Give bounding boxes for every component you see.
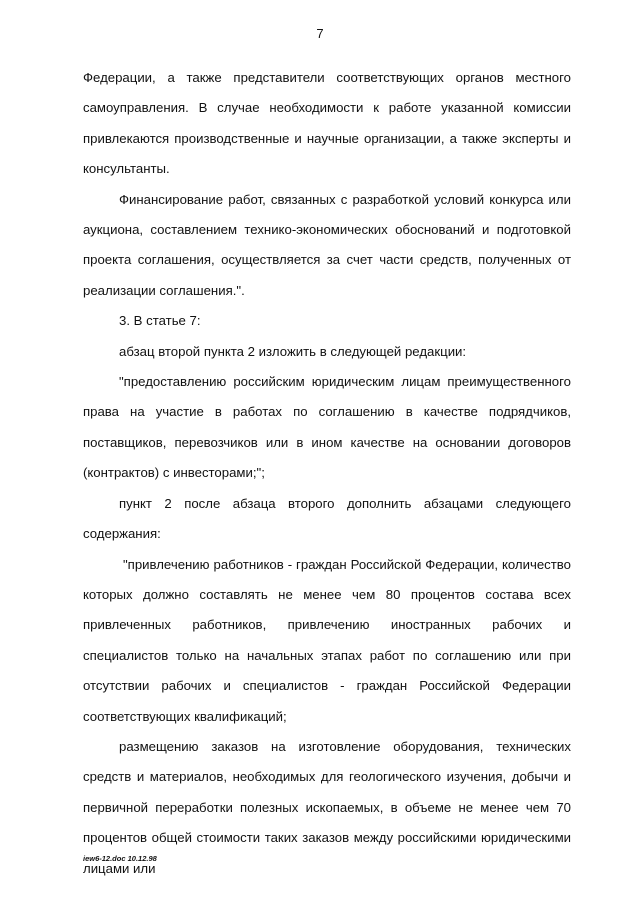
paragraph-financing: Финансирование работ, связанных с разработкой условий конкурса или аукциона, составлением технико-экономических обоснований и подготовкой проекта соглашения, осуществляется за счет части средств, полученных от реализации соглашения.".: [83, 191, 571, 298]
paragraph-quoted-right: "предоставлению российским юридическим лицам преимущественного права на участие в работах по соглашению в качестве подрядчиков, поставщиков, перевозчиков или в ином качестве на основании договоров (контрактов) с инвесторами;";: [83, 374, 571, 481]
paragraph-quoted-workers: "привлечению работников - граждан Российской Федерации, количество которых должно составлять не менее чем 80 процентов состава всех привлеченных работников, привлечению иностранных рабочих и специалистов только на начальных этапах работ по соглашению или при отсутствии рабочих и специалистов - граждан Российской Федерации соответствующих квалификаций;: [83, 556, 571, 724]
paragraph-addition-instruction: пункт 2 после абзаца второго дополнить абзацами следующего содержания:: [83, 495, 571, 542]
document-body: [83, 63, 571, 884]
paragraph-article-7: 3. В статье 7:: [119, 313, 201, 329]
paragraph-continuation: Федерации, а также представители соответствующих органов местного самоуправления. В случае необходимости к работе указанной комиссии привлекаются производственные и научные организации, а также эксперты и консультанты.: [83, 70, 571, 177]
paragraph-amendment-instruction: абзац второй пункта 2 изложить в следующей редакции:: [119, 343, 467, 359]
paragraph-orders: размещению заказов на изготовление оборудования, технических средств и материалов, необходимых для геологического изучения, добычи и первичной переработки полезных ископаемых, в объеме не менее чем 70 процентов общей стоимости таких заказов между российскими юридическими лицами или: [83, 738, 571, 876]
file-footer: iew6-12.doc 10.12.98: [83, 854, 157, 863]
page-number: 7: [316, 26, 324, 41]
